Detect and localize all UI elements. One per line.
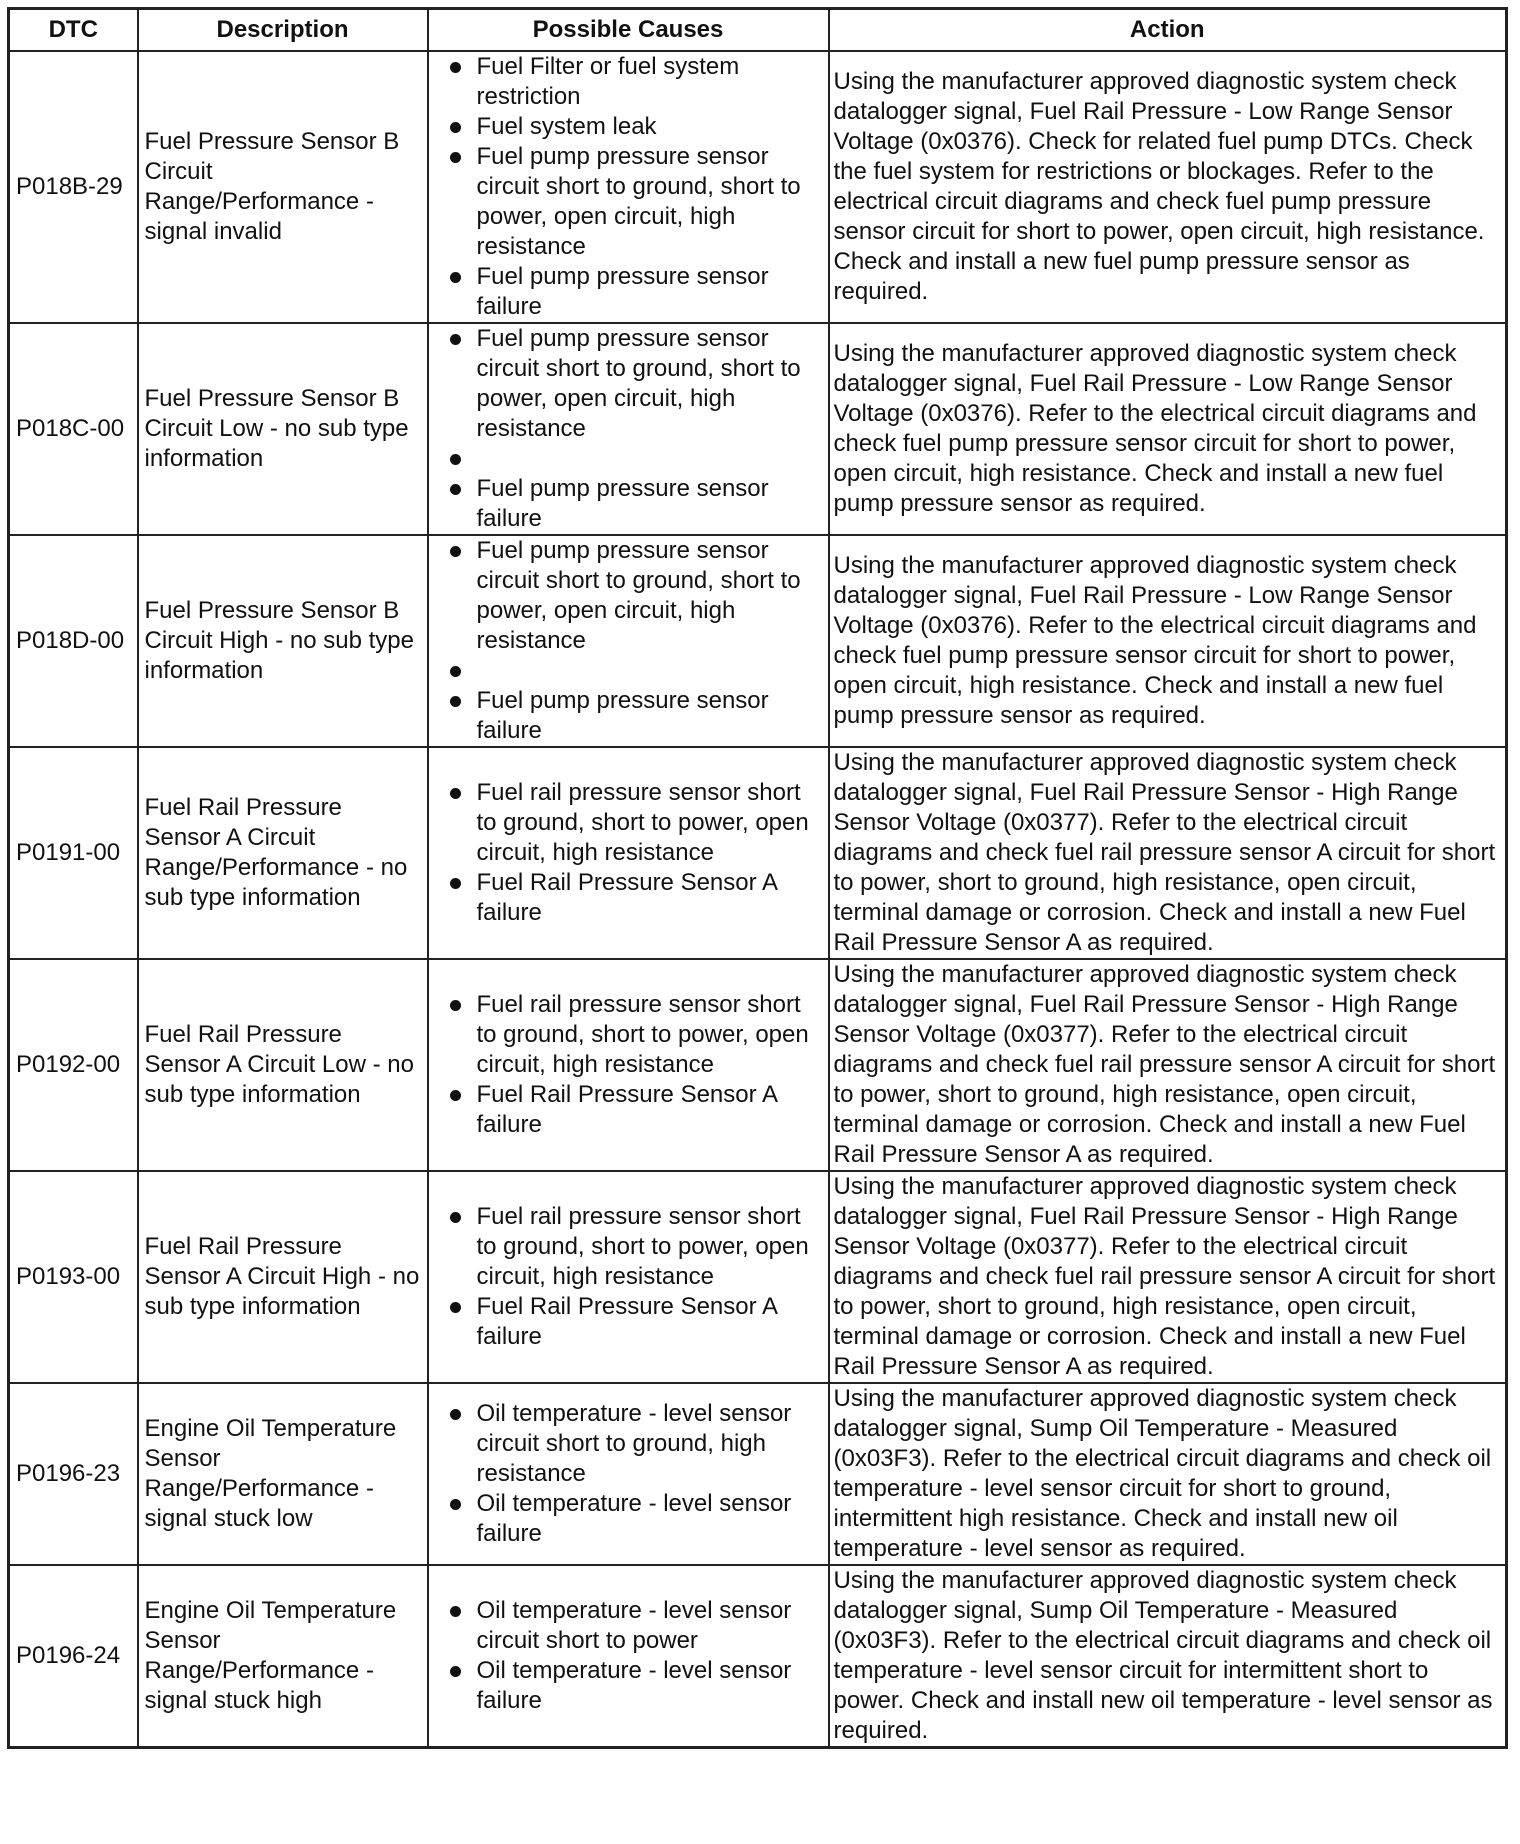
bullet-icon	[450, 878, 461, 889]
dtc-code: P018C-00	[9, 323, 138, 535]
list-item	[429, 1292, 824, 1352]
possible-causes-list	[429, 1596, 824, 1716]
action-text: Using the manufacturer approved diagnostic system check datalogger signal, Fuel Rail Pressure Sensor - High Range Sensor Voltage (0x0377). Refer to the electrical circuit diagrams and check fuel rail pressure sensor A circuit for short to power, short to ground, high resistance, open circuit, terminal damage or corrosion. Check and install a new Fuel Rail Pressure Sensor A as required.	[829, 747, 1507, 959]
dtc-code: P0192-00	[9, 959, 138, 1171]
dtc-description: Fuel Pressure Sensor B Circuit Range/Performance - signal invalid	[138, 51, 428, 323]
list-item	[429, 324, 824, 444]
list-item	[429, 868, 824, 928]
list-item	[429, 112, 824, 142]
bullet-icon	[450, 1302, 461, 1313]
bullet-icon	[450, 334, 461, 345]
table-body	[9, 51, 1507, 1748]
list-item	[429, 990, 824, 1080]
header-dtc: DTC	[9, 9, 138, 52]
possible-causes-list	[429, 52, 824, 322]
dtc-table-container	[7, 7, 1505, 1749]
list-item	[429, 1080, 824, 1140]
possible-causes-cell	[428, 1171, 829, 1383]
possible-causes-cell	[428, 535, 829, 747]
bullet-icon	[450, 1090, 461, 1101]
cause-text: Fuel Rail Pressure Sensor A failure	[476, 1293, 777, 1350]
bullet-icon	[450, 1499, 461, 1510]
header-description: Description	[138, 9, 428, 52]
cause-text: Fuel pump pressure sensor failure	[476, 475, 769, 532]
bullet-icon	[450, 484, 461, 495]
dtc-table	[7, 7, 1508, 1749]
possible-causes-cell	[428, 323, 829, 535]
list-item	[429, 536, 824, 656]
dtc-code: P0196-24	[9, 1565, 138, 1748]
cause-text: Fuel rail pressure sensor short to ground, short to power, open circuit, high resistance	[476, 1203, 809, 1290]
cause-text: Oil temperature - level sensor failure	[476, 1657, 792, 1714]
action-text: Using the manufacturer approved diagnostic system check datalogger signal, Sump Oil Temperature - Measured (0x03F3). Refer to the electrical circuit diagrams and check oil temperature - level sensor circuit for intermittent short to power. Check and install new oil temperature - level sensor as required.	[829, 1565, 1507, 1748]
action-text: Using the manufacturer approved diagnostic system check datalogger signal, Sump Oil Temperature - Measured (0x03F3). Refer to the electrical circuit diagrams and check oil temperature - level sensor circuit for short to ground, intermittent high resistance. Check and install new oil temperature - level sensor as required.	[829, 1383, 1507, 1565]
table-header	[9, 9, 1507, 52]
action-text: Using the manufacturer approved diagnostic system check datalogger signal, Fuel Rail Pressure - Low Range Sensor Voltage (0x0376). Refer to the electrical circuit diagrams and check fuel pump pressure sensor circuit for short to power, open circuit, high resistance. Check and install a new fuel pump pressure sensor as required.	[829, 535, 1507, 747]
cause-text: Fuel Rail Pressure Sensor A failure	[476, 1081, 777, 1138]
dtc-description: Engine Oil Temperature Sensor Range/Performance - signal stuck low	[138, 1383, 428, 1565]
bullet-icon	[450, 696, 461, 707]
table-row	[9, 51, 1507, 323]
cause-text: Fuel pump pressure sensor circuit short to ground, short to power, open circuit, high resistance	[476, 143, 801, 260]
possible-causes-list	[429, 324, 824, 534]
action-text: Using the manufacturer approved diagnostic system check datalogger signal, Fuel Rail Pressure - Low Range Sensor Voltage (0x0376). Check for related fuel pump DTCs. Check the fuel system for restrictions or blockages. Refer to the electrical circuit diagrams and check fuel pump pressure sensor circuit for short to power, open circuit, high resistance. Check and install a new fuel pump pressure sensor as required.	[829, 51, 1507, 323]
cause-text: Oil temperature - level sensor circuit short to power	[476, 1597, 792, 1654]
possible-causes-list	[429, 536, 824, 746]
cause-text: Fuel rail pressure sensor short to ground, short to power, open circuit, high resistance	[476, 991, 809, 1078]
table-row	[9, 1171, 1507, 1383]
table-row	[9, 1565, 1507, 1748]
list-item	[429, 1489, 824, 1549]
cause-text: Fuel pump pressure sensor circuit short to ground, short to power, open circuit, high resistance	[476, 325, 801, 442]
header-row	[9, 9, 1507, 52]
list-item	[429, 778, 824, 868]
dtc-description: Engine Oil Temperature Sensor Range/Performance - signal stuck high	[138, 1565, 428, 1748]
cause-text: Fuel pump pressure sensor circuit short to ground, short to power, open circuit, high resistance	[476, 537, 801, 654]
possible-causes-list	[429, 778, 824, 928]
cause-text: Fuel system leak	[476, 113, 657, 140]
possible-causes-cell	[428, 959, 829, 1171]
list-item	[429, 686, 824, 746]
bullet-icon	[450, 1409, 461, 1420]
bullet-icon	[450, 152, 461, 163]
bullet-icon	[450, 122, 461, 133]
dtc-code: P0191-00	[9, 747, 138, 959]
dtc-description: Fuel Rail Pressure Sensor A Circuit High - no sub type information	[138, 1171, 428, 1383]
table-row	[9, 747, 1507, 959]
table-row	[9, 959, 1507, 1171]
dtc-code: P0193-00	[9, 1171, 138, 1383]
action-text: Using the manufacturer approved diagnostic system check datalogger signal, Fuel Rail Pressure Sensor - High Range Sensor Voltage (0x0377). Refer to the electrical circuit diagrams and check fuel rail pressure sensor A circuit for short to power, short to ground, high resistance, open circuit, terminal damage or corrosion. Check and install a new Fuel Rail Pressure Sensor A as required.	[829, 959, 1507, 1171]
table-row	[9, 1383, 1507, 1565]
list-item	[429, 1202, 824, 1292]
dtc-description: Fuel Pressure Sensor B Circuit Low - no sub type information	[138, 323, 428, 535]
cause-text: Fuel pump pressure sensor failure	[476, 263, 769, 320]
bullet-icon	[450, 1666, 461, 1677]
cause-text: Fuel Filter or fuel system restriction	[476, 53, 740, 110]
list-item	[429, 1596, 824, 1656]
cause-text: Fuel rail pressure sensor short to ground, short to power, open circuit, high resistance	[476, 779, 809, 866]
possible-causes-list	[429, 1399, 824, 1549]
table-row	[9, 323, 1507, 535]
dtc-code: P0196-23	[9, 1383, 138, 1565]
list-item	[429, 52, 824, 112]
bullet-icon	[450, 272, 461, 283]
cause-text: Fuel Rail Pressure Sensor A failure	[476, 869, 777, 926]
list-item	[429, 1656, 824, 1716]
table-row	[9, 535, 1507, 747]
bullet-icon	[450, 62, 461, 73]
bullet-icon	[450, 666, 461, 677]
list-item	[429, 474, 824, 534]
bullet-icon	[450, 454, 461, 465]
possible-causes-cell	[428, 1383, 829, 1565]
dtc-description: Fuel Rail Pressure Sensor A Circuit Low - no sub type information	[138, 959, 428, 1171]
possible-causes-cell	[428, 1565, 829, 1748]
dtc-code: P018B-29	[9, 51, 138, 323]
dtc-code: P018D-00	[9, 535, 138, 747]
possible-causes-cell	[428, 51, 829, 323]
bullet-icon	[450, 1606, 461, 1617]
list-item	[429, 444, 824, 474]
action-text: Using the manufacturer approved diagnostic system check datalogger signal, Fuel Rail Pressure Sensor - High Range Sensor Voltage (0x0377). Refer to the electrical circuit diagrams and check fuel rail pressure sensor A circuit for short to power, short to ground, high resistance, open circuit, terminal damage or corrosion. Check and install a new Fuel Rail Pressure Sensor A as required.	[829, 1171, 1507, 1383]
possible-causes-list	[429, 1202, 824, 1352]
possible-causes-cell	[428, 747, 829, 959]
list-item	[429, 656, 824, 686]
list-item	[429, 1399, 824, 1489]
bullet-icon	[450, 546, 461, 557]
cause-text: Oil temperature - level sensor failure	[476, 1490, 792, 1547]
bullet-icon	[450, 1212, 461, 1223]
bullet-icon	[450, 788, 461, 799]
dtc-description: Fuel Rail Pressure Sensor A Circuit Range/Performance - no sub type information	[138, 747, 428, 959]
header-action: Action	[829, 9, 1507, 52]
possible-causes-list	[429, 990, 824, 1140]
cause-text: Oil temperature - level sensor circuit short to ground, high resistance	[476, 1400, 792, 1487]
action-text: Using the manufacturer approved diagnostic system check datalogger signal, Fuel Rail Pressure - Low Range Sensor Voltage (0x0376). Refer to the electrical circuit diagrams and check fuel pump pressure sensor circuit for short to power, open circuit, high resistance. Check and install a new fuel pump pressure sensor as required.	[829, 323, 1507, 535]
bullet-icon	[450, 1000, 461, 1011]
cause-text: Fuel pump pressure sensor failure	[476, 687, 769, 744]
list-item	[429, 262, 824, 322]
dtc-description: Fuel Pressure Sensor B Circuit High - no sub type information	[138, 535, 428, 747]
header-possible-causes: Possible Causes	[428, 9, 829, 52]
list-item	[429, 142, 824, 262]
